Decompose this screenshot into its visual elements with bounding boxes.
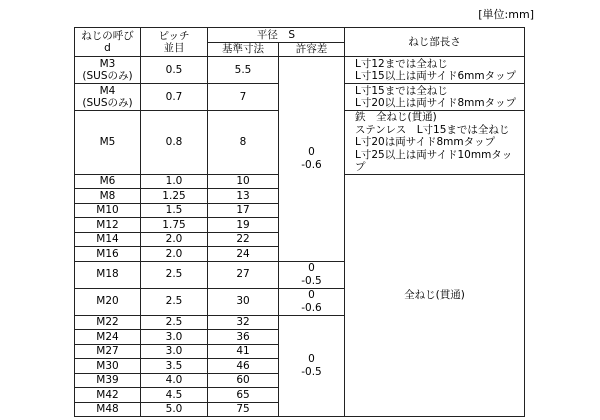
- cell-basic-size: 36: [208, 330, 279, 345]
- cell-thread-length: 鉄 全ねじ(貫通) ステンレス L寸15までは全ねじ L寸20は両サイド8mmタップ L寸25以上は両サイド10mmタップ: [345, 111, 525, 175]
- cell-thread-name: M30: [75, 359, 141, 374]
- header-pitch: ピッチ 並目: [141, 28, 208, 57]
- cell-thread-name: M42: [75, 388, 141, 403]
- cell-thread-name: M3 (SUSのみ): [75, 57, 141, 84]
- cell-thread-name: M39: [75, 373, 141, 388]
- cell-pitch: 2.5: [141, 288, 208, 315]
- cell-pitch: 4.5: [141, 388, 208, 403]
- cell-thread-name: M22: [75, 315, 141, 330]
- cell-pitch: 2.0: [141, 232, 208, 247]
- cell-pitch: 1.0: [141, 174, 208, 189]
- cell-basic-size: 8: [208, 111, 279, 175]
- cell-basic-size: 60: [208, 373, 279, 388]
- cell-pitch: 2.5: [141, 315, 208, 330]
- cell-pitch: 1.25: [141, 189, 208, 204]
- cell-pitch: 4.0: [141, 373, 208, 388]
- table-row: [75, 57, 525, 84]
- cell-pitch: 2.5: [141, 261, 208, 288]
- unit-label: [単位:mm]: [478, 8, 534, 21]
- cell-pitch: 1.75: [141, 218, 208, 233]
- cell-basic-size: 19: [208, 218, 279, 233]
- cell-pitch: 3.0: [141, 344, 208, 359]
- cell-basic-size: 5.5: [208, 57, 279, 84]
- cell-pitch: 0.7: [141, 84, 208, 111]
- cell-thread-name: M10: [75, 203, 141, 218]
- cell-basic-size: 7: [208, 84, 279, 111]
- cell-basic-size: 75: [208, 402, 279, 417]
- header-width: 平径 S: [208, 28, 345, 43]
- cell-basic-size: 32: [208, 315, 279, 330]
- cell-basic-size: 17: [208, 203, 279, 218]
- header-tolerance: 許容差: [279, 42, 345, 57]
- cell-tolerance: 0 -0.6: [279, 288, 345, 315]
- cell-thread-length: 全ねじ(貫通): [345, 174, 525, 417]
- cell-basic-size: 24: [208, 247, 279, 262]
- header-thread-length: ねじ部長さ: [345, 28, 525, 57]
- cell-pitch: 3.0: [141, 330, 208, 345]
- cell-thread-name: M8: [75, 189, 141, 204]
- cell-thread-name: M6: [75, 174, 141, 189]
- spec-table: [74, 27, 525, 417]
- cell-basic-size: 27: [208, 261, 279, 288]
- cell-basic-size: 10: [208, 174, 279, 189]
- cell-pitch: 0.5: [141, 57, 208, 84]
- cell-pitch: 2.0: [141, 247, 208, 262]
- cell-basic-size: 30: [208, 288, 279, 315]
- header-row: [75, 28, 525, 43]
- cell-pitch: 1.5: [141, 203, 208, 218]
- header-basic-size: 基準寸法: [208, 42, 279, 57]
- cell-tolerance: 0 -0.5: [279, 261, 345, 288]
- cell-pitch: 5.0: [141, 402, 208, 417]
- cell-thread-name: M20: [75, 288, 141, 315]
- cell-pitch: 3.5: [141, 359, 208, 374]
- header-thread-name: ねじの呼び d: [75, 28, 141, 57]
- cell-thread-name: M24: [75, 330, 141, 345]
- cell-tolerance: 0 -0.5: [279, 315, 345, 417]
- cell-basic-size: 13: [208, 189, 279, 204]
- cell-thread-name: M12: [75, 218, 141, 233]
- cell-thread-name: M48: [75, 402, 141, 417]
- cell-tolerance: 0 -0.6: [279, 57, 345, 262]
- cell-thread-name: M5: [75, 111, 141, 175]
- cell-thread-name: M27: [75, 344, 141, 359]
- cell-thread-name: M16: [75, 247, 141, 262]
- cell-thread-name: M18: [75, 261, 141, 288]
- cell-thread-name: M14: [75, 232, 141, 247]
- cell-basic-size: 41: [208, 344, 279, 359]
- cell-pitch: 0.8: [141, 111, 208, 175]
- cell-basic-size: 46: [208, 359, 279, 374]
- cell-thread-length: L寸15までは全ねじ L寸20以上は両サイド8mmタップ: [345, 84, 525, 111]
- cell-thread-length: L寸12までは全ねじ L寸15以上は両サイド6mmタップ: [345, 57, 525, 84]
- cell-thread-name: M4 (SUSのみ): [75, 84, 141, 111]
- cell-basic-size: 65: [208, 388, 279, 403]
- cell-basic-size: 22: [208, 232, 279, 247]
